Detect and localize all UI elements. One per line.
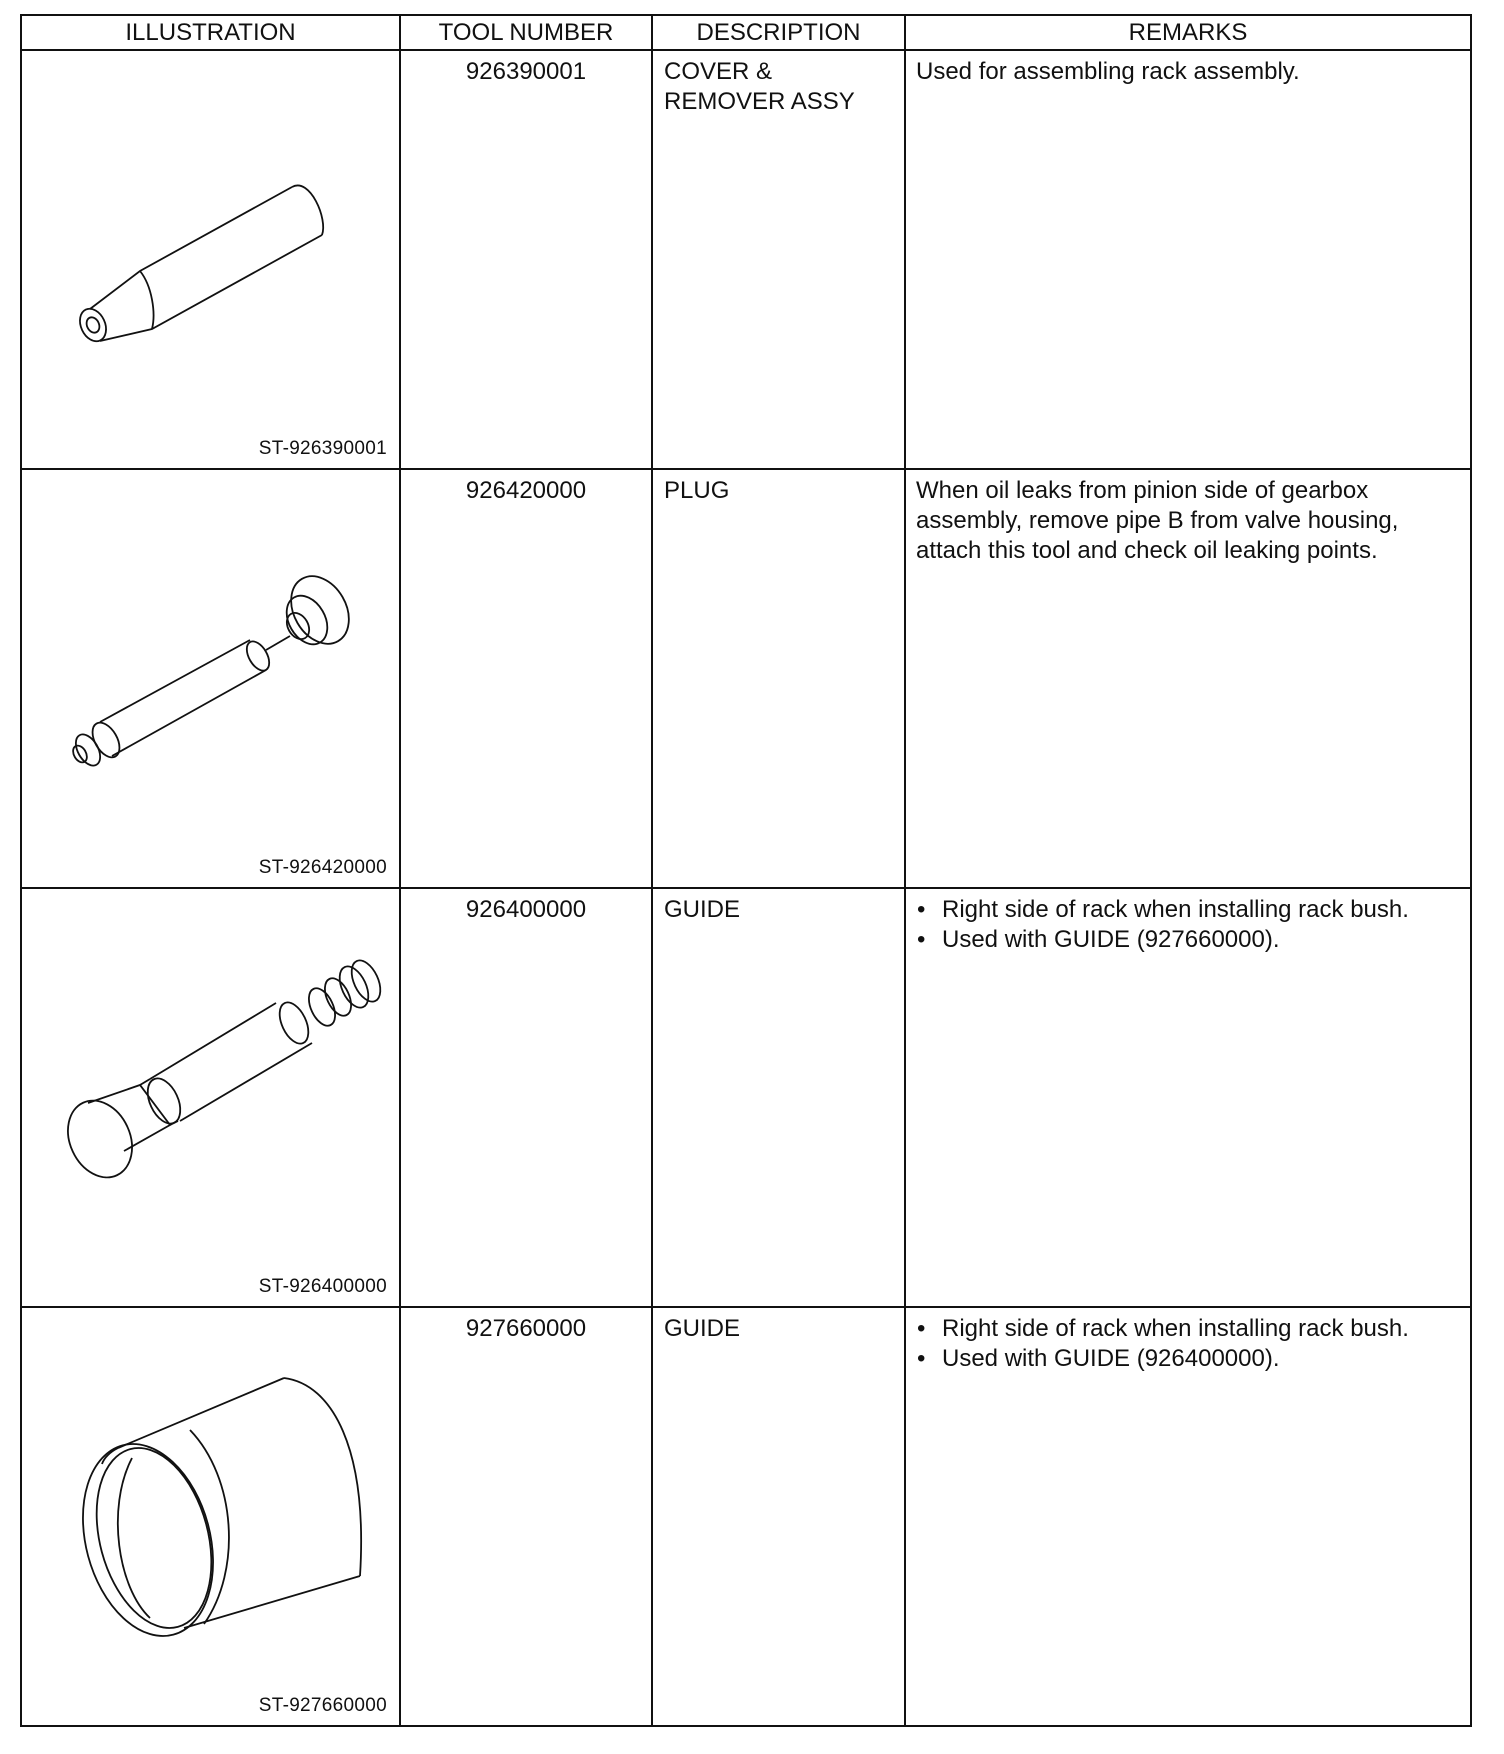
guide-sleeve-tool-drawing-icon bbox=[22, 1308, 401, 1718]
tool-number-cell: 926400000 bbox=[400, 888, 652, 1307]
remarks-list bbox=[916, 1314, 1458, 1374]
description-cell: COVER & REMOVER ASSY bbox=[652, 50, 905, 469]
description-cell: PLUG bbox=[652, 469, 905, 888]
tool-number-cell: 927660000 bbox=[400, 1307, 652, 1726]
illustration-code: ST-926390001 bbox=[258, 438, 387, 459]
illustration-cell bbox=[21, 1307, 400, 1726]
illustration-cell bbox=[21, 50, 400, 469]
illustration-code: ST-926420000 bbox=[258, 857, 387, 878]
header-description: DESCRIPTION bbox=[652, 15, 905, 50]
table-row bbox=[21, 1307, 1471, 1726]
illustration-cell bbox=[21, 888, 400, 1307]
table-row bbox=[21, 469, 1471, 888]
header-row bbox=[21, 15, 1471, 50]
plug-tool-drawing-icon bbox=[22, 470, 401, 880]
header-remarks: REMARKS bbox=[905, 15, 1471, 50]
header-illustration: ILLUSTRATION bbox=[21, 15, 400, 50]
remarks-cell: Used for assembling rack assembly. bbox=[905, 50, 1471, 469]
guide-tool-drawing-icon bbox=[22, 889, 401, 1299]
remarks-cell bbox=[905, 888, 1471, 1307]
description-cell: GUIDE bbox=[652, 888, 905, 1307]
tool-number-cell: 926390001 bbox=[400, 50, 652, 469]
cover-remover-tool-drawing-icon bbox=[22, 51, 401, 461]
tool-number-cell: 926420000 bbox=[400, 469, 652, 888]
illustration-code: ST-927660000 bbox=[258, 1695, 387, 1716]
header-tool-number: TOOL NUMBER bbox=[400, 15, 652, 50]
remarks-cell bbox=[905, 1307, 1471, 1726]
remark-item: • Used with GUIDE (927660000). bbox=[916, 925, 1458, 955]
illustration-code: ST-926400000 bbox=[258, 1276, 387, 1297]
special-tools-table bbox=[20, 14, 1472, 1727]
remark-item: • Right side of rack when installing rack bush. bbox=[916, 895, 1458, 925]
illustration-cell bbox=[21, 469, 400, 888]
remarks-list bbox=[916, 895, 1458, 955]
remark-item: • Right side of rack when installing rack bush. bbox=[916, 1314, 1458, 1344]
table-row bbox=[21, 50, 1471, 469]
table-row bbox=[21, 888, 1471, 1307]
remark-item: • Used with GUIDE (926400000). bbox=[916, 1344, 1458, 1374]
remarks-cell: When oil leaks from pinion side of gearbox assembly, remove pipe B from valve housing, attach this tool and check oil leaking points. bbox=[905, 469, 1471, 888]
description-cell: GUIDE bbox=[652, 1307, 905, 1726]
